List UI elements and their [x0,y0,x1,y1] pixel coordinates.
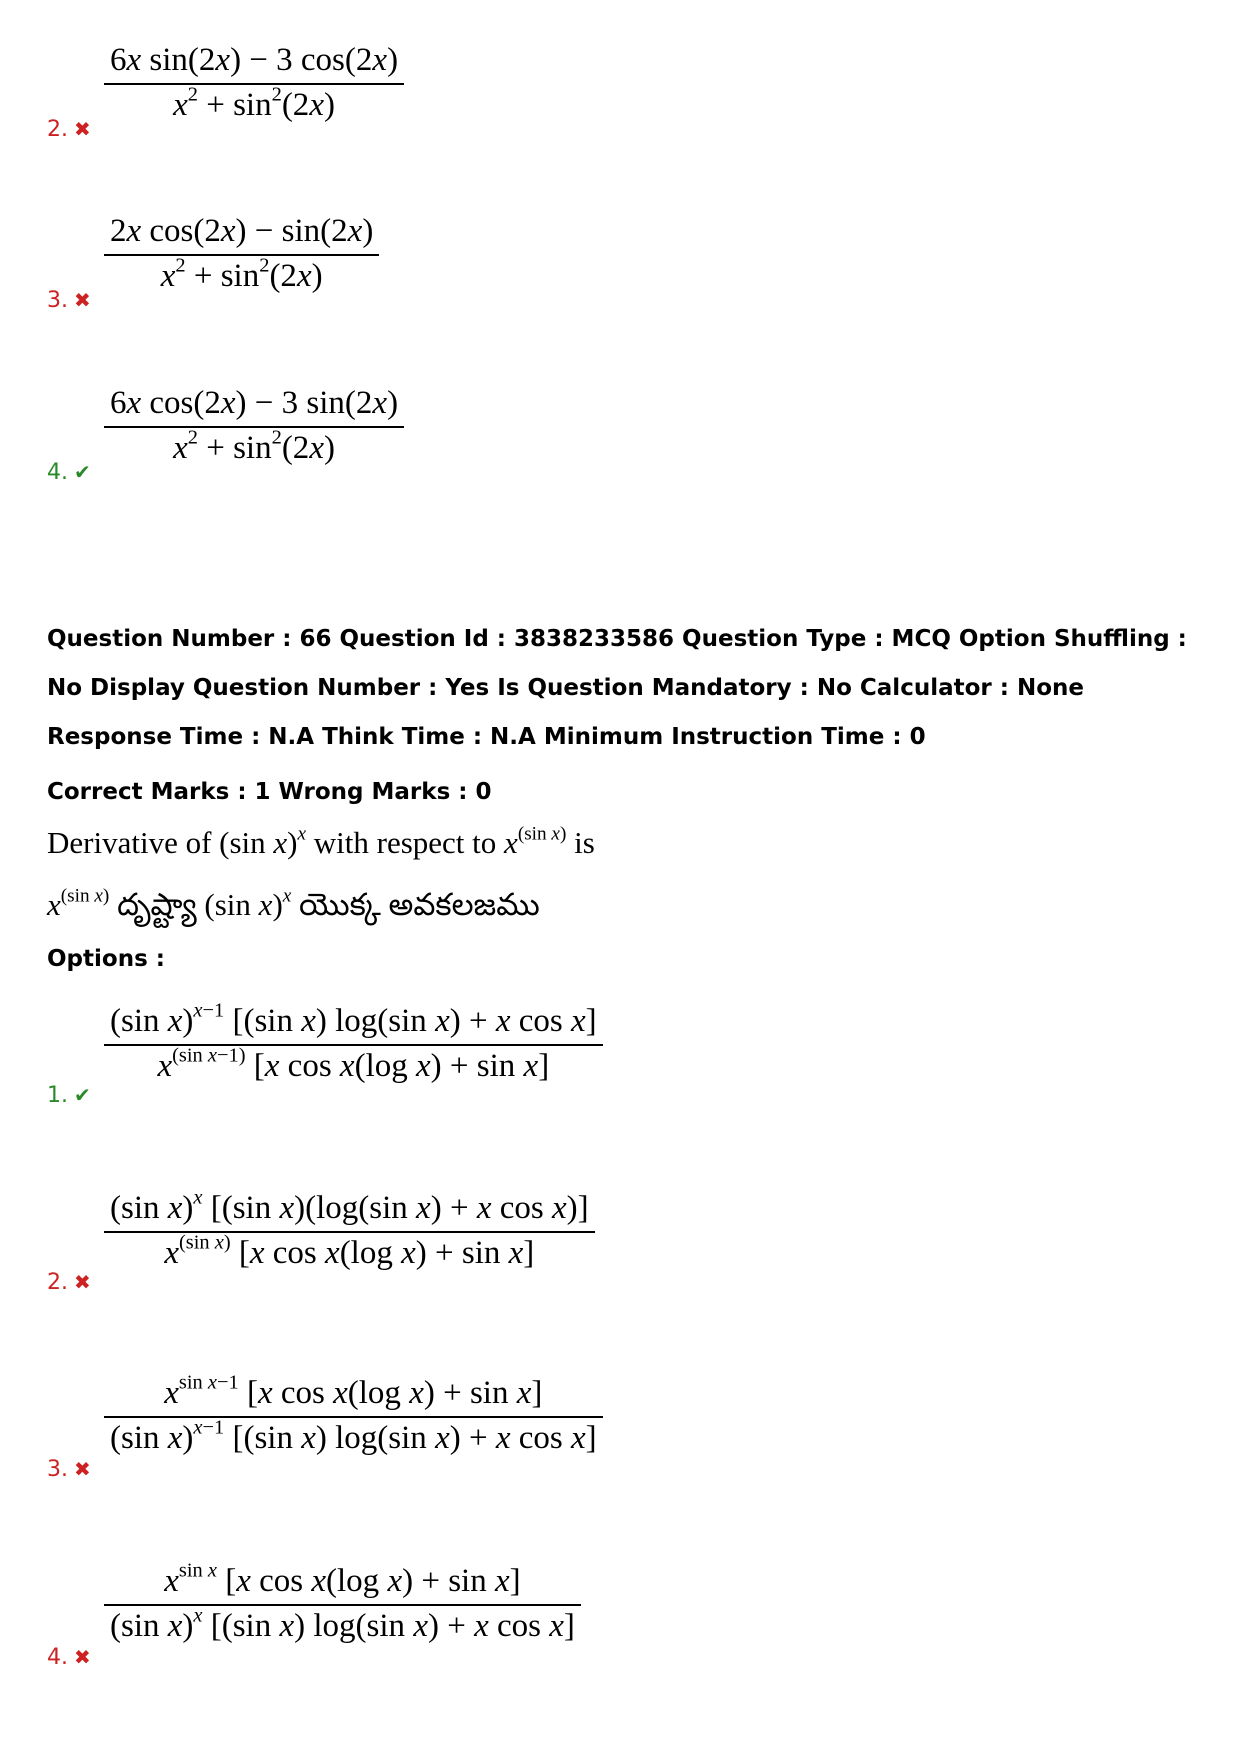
correct-mark-icon: ✔ [74,460,91,484]
prev-option-2-number: 2. ✖ [47,117,91,142]
formula-denominator: (sin x)$^x$ [(sin x) log(sin x) + x cos x] [110,1604,575,1644]
option-1-formula [104,999,603,1085]
formula-numerator: $x^{sin x-1}$ [x cos x(log x) + sin x] [104,1375,603,1418]
question-marks: Correct Marks : 1 Wrong Marks : 0 [47,779,492,805]
option-4-formula [104,1559,581,1645]
options-label: Options : [47,946,165,972]
prev-option-2-formula [104,42,404,124]
formula-numerator: $x^{sin x}$ [x cos x(log x) + sin x] [104,1563,581,1606]
option-3-formula [104,1371,603,1457]
formula-numerator: 6x sin(2x) − 3 cos(2x) [104,42,404,85]
option-2-number: 2. ✖ [47,1270,91,1295]
wrong-mark-icon: ✖ [74,117,91,141]
formula-denominator: (sin x)$^{x-1}$ [(sin x) log(sin x) + x cos x] [110,1416,597,1456]
prev-option-3-number: 3. ✖ [47,288,91,313]
prev-option-4-formula [104,385,404,467]
formula-numerator: 2x cos(2x) − sin(2x) [104,213,379,256]
question-text-english: Derivative of (sin x)$^x$ with respect to $x^{(sin x)}$ is [47,823,595,860]
prev-option-4-number: 4. ✔ [47,460,91,485]
correct-mark-icon: ✔ [74,1083,91,1107]
formula-numerator: 6x cos(2x) − 3 sin(2x) [104,385,404,428]
wrong-mark-icon: ✖ [74,1270,91,1294]
wrong-mark-icon: ✖ [74,1645,91,1669]
formula-numerator: (sin x)$^{x-1}$ [(sin x) log(sin x) + x cos x] [104,1003,603,1046]
formula-denominator: $x^{(sin x-1)}$ [x cos x(log x) + sin x] [157,1044,550,1084]
option-4-number: 4. ✖ [47,1645,91,1670]
formula-denominator: $x^2 + \sin^2(2x)$ [173,426,335,466]
question-meta: Question Number : 66 Question Id : 3838233586 Question Type : MCQ Option Shuffling : No Display Question Number : Yes Is Question Mandatory : No Calculator : None Response Time : N.A Think Time : N.A Minimum Instruction Time : 0 [47,626,1187,750]
option-2-formula [104,1186,595,1272]
question-text-telugu: $x^{(sin x)}$ దృష్ట్యా (sin x)$^x$ యొక్క అవకలజము [47,885,540,922]
wrong-mark-icon: ✖ [74,288,91,312]
formula-denominator: $x^2 + \sin^2(2x)$ [173,83,335,123]
option-3-number: 3. ✖ [47,1457,91,1482]
formula-denominator: $x^{(sin x)}$ [x cos x(log x) + sin x] [164,1231,535,1271]
option-1-number: 1. ✔ [47,1083,91,1108]
formula-denominator: $x^2 + \sin^2(2x)$ [160,254,323,294]
wrong-mark-icon: ✖ [74,1457,91,1481]
formula-numerator: (sin x)$^x$ [(sin x)(log(sin x) + x cos x)] [104,1190,595,1233]
prev-option-3-formula [104,213,379,295]
